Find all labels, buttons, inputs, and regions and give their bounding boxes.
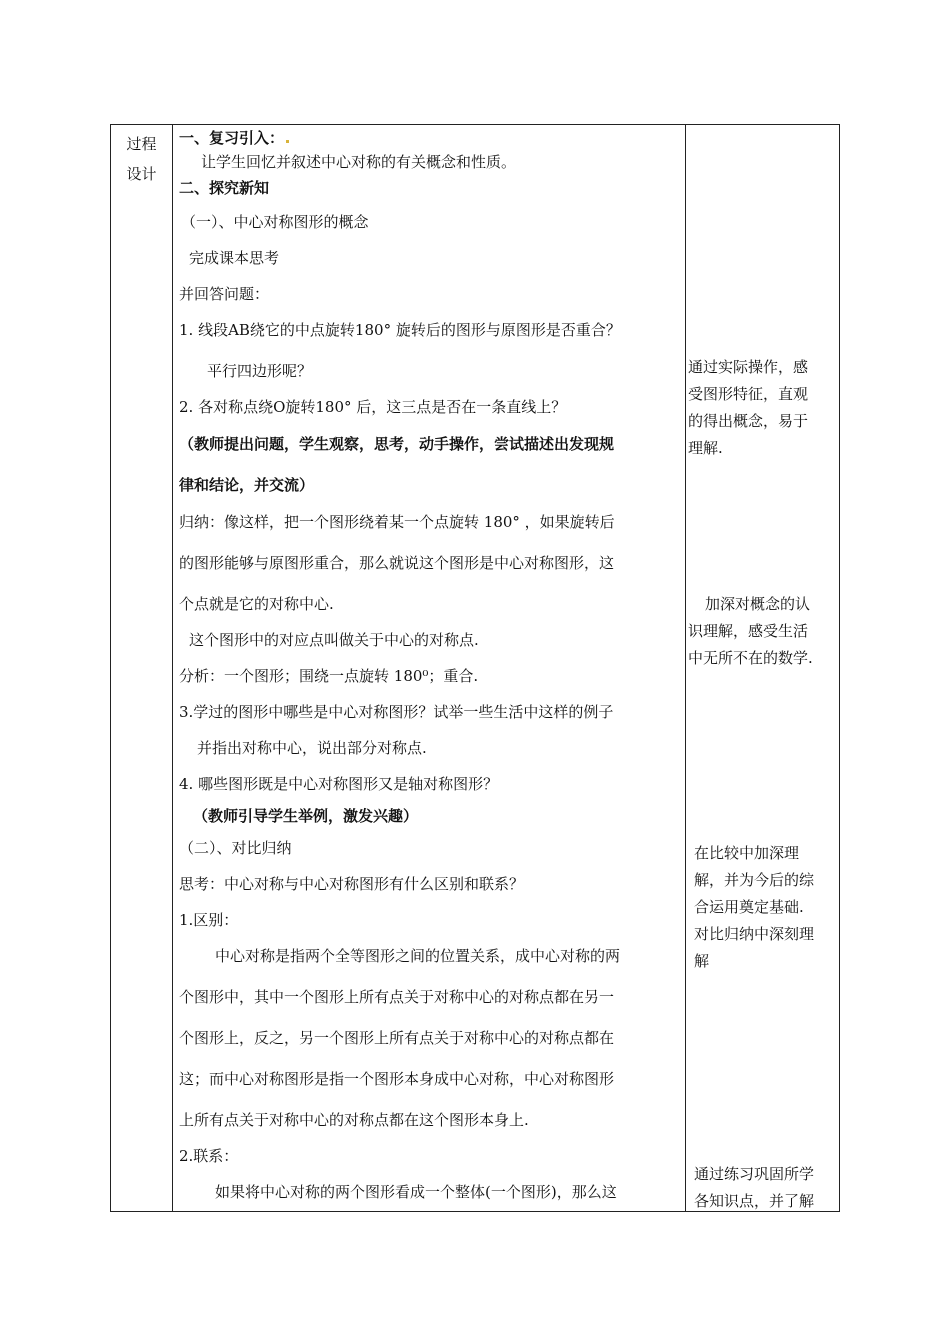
question-1-cont: 平行四边形呢？ [207, 362, 313, 380]
note-block [694, 1161, 814, 1215]
note-line: 的得出概念，易于 [688, 412, 809, 430]
heading-review: 一、复习引入： [179, 127, 289, 148]
difference-line: 个图形上，反之，另一个图形上所有点关于对称中心的对称点都在 [179, 1029, 615, 1047]
section-label-line: 过程 [126, 135, 157, 153]
subheading-compare: （二）、对比归纳 [179, 839, 292, 857]
analysis-line: 分析：一个图形；围绕一点旋转 180⁰；重合. [179, 667, 479, 685]
summary-line: 归纳：像这样，把一个图形绕着某一个点旋转 180° ，如果旋转后 [179, 513, 615, 531]
note-line: 加深对概念的认 [705, 595, 811, 613]
summary-line: 个点就是它的对称中心. [179, 595, 334, 613]
difference-line: 上所有点关于对称中心的对称点都在这个图形本身上. [179, 1111, 529, 1129]
difference-line: 这；而中心对称图形是指一个图形本身成中心对称，中心对称图形 [179, 1070, 615, 1088]
note-line: 通过练习巩固所学 [694, 1165, 815, 1183]
note-line: 对比归纳中深刻理 [694, 925, 815, 943]
question-3: 3.学过的图形中哪些是中心对称图形？试举一些生活中这样的例子 [179, 703, 614, 721]
note-line: 解，并为今后的综 [694, 871, 815, 889]
difference-heading: 1.区别： [179, 911, 239, 929]
note-line: 中无所不在的数学. [688, 649, 813, 667]
note-line: 理解. [688, 439, 723, 457]
teacher-note-2: （教师引导学生举例，激发兴趣） [193, 807, 419, 825]
note-line: 识理解，感受生活 [688, 622, 809, 640]
heading-explore: 二、探究新知 [179, 179, 270, 197]
think-question: 思考：中心对称与中心对称图形有什么区别和联系？ [179, 875, 525, 893]
difference-line: 个图形中，其中一个图形上所有点关于对称中心的对称点都在另一 [179, 988, 615, 1006]
note-line: 在比较中加深理 [694, 844, 800, 862]
note-line: 受图形特征，直观 [688, 385, 809, 403]
summary-line: 这个图形中的对应点叫做关于中心的对称点. [189, 631, 479, 649]
teacher-note-cont: 律和结论，并交流） [179, 476, 315, 494]
note-block [688, 591, 813, 672]
lesson-table [110, 124, 840, 1212]
question-4: 4. 哪些图形既是中心对称图形又是轴对称图形？ [179, 775, 499, 793]
paragraph: 让学生回忆并叙述中心对称的有关概念和性质。 [201, 153, 517, 171]
subheading-concept: （一）、中心对称图形的概念 [181, 213, 369, 231]
note-line: 通过实际操作，感 [688, 358, 809, 376]
question-1: 1. 线段AB绕它的中点旋转180° 旋转后的图形与原图形是否重合？ [179, 321, 621, 339]
column-divider [685, 125, 686, 1211]
paragraph: 并回答问题： [179, 285, 270, 303]
section-label [111, 125, 172, 189]
question-3-cont: 并指出对称中心，说出部分对称点. [197, 739, 427, 757]
note-line: 合运用奠定基础. [694, 898, 804, 916]
paragraph: 完成课本思考 [189, 249, 280, 267]
column-divider [172, 125, 173, 1211]
note-block [688, 354, 808, 462]
difference-line: 中心对称是指两个全等图形之间的位置关系，成中心对称的两 [215, 947, 621, 965]
section-label-line: 设计 [126, 165, 157, 183]
teacher-note: （教师提出问题，学生观察，思考，动手操作，尝试描述出发现规 [179, 435, 615, 453]
relation-heading: 2.联系： [179, 1147, 239, 1165]
relation-line: 如果将中心对称的两个图形看成一个整体(一个图形)，那么这 [215, 1183, 617, 1201]
summary-line: 的图形能够与原图形重合，那么就说这个图形是中心对称图形，这 [179, 554, 615, 572]
note-block [694, 840, 814, 975]
note-line: 各知识点，并了解 [694, 1192, 815, 1210]
note-line: 解 [694, 952, 710, 970]
question-2: 2. 各对称点绕O旋转180° 后，这三点是否在一条直线上？ [179, 398, 567, 416]
